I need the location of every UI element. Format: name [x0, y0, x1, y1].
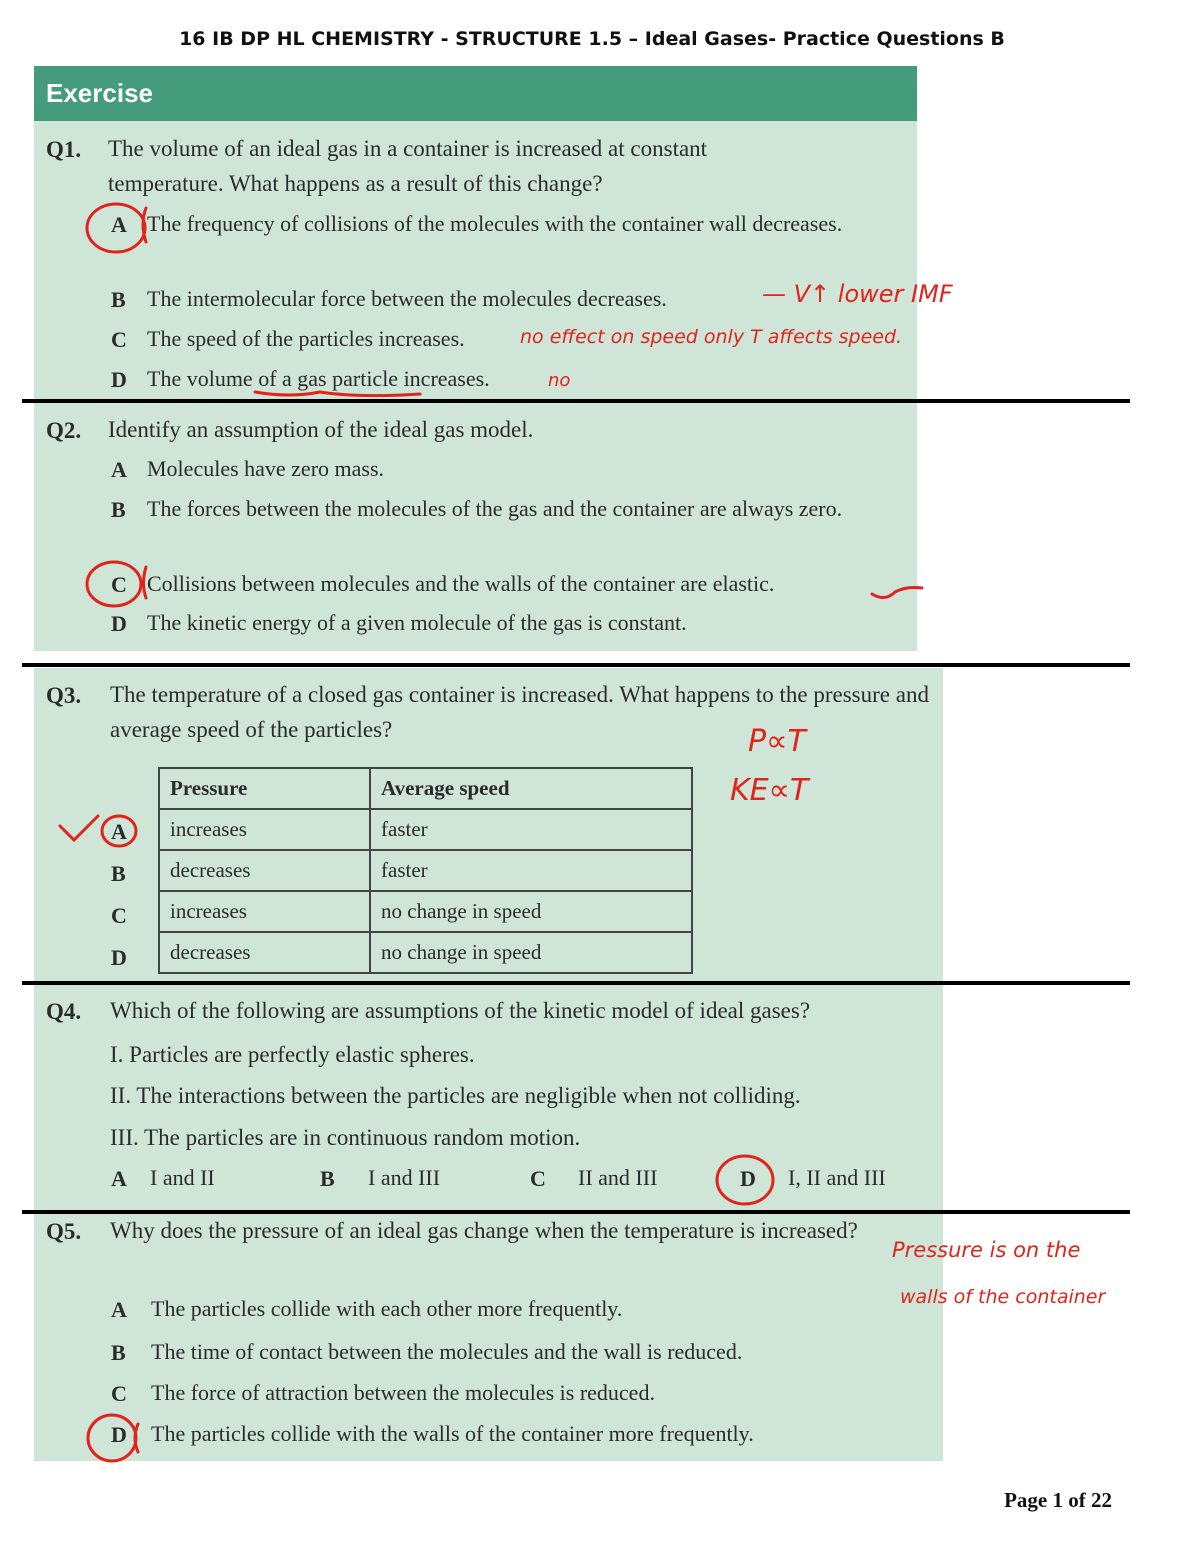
table-row	[159, 932, 692, 973]
annotation-q1-b: — V↑ lower IMF	[762, 280, 953, 308]
annotation-q1-c: no effect on speed only T affects speed.	[520, 326, 903, 348]
table-cell-pressure: decreases	[159, 932, 370, 973]
q4-option-a-text: I and II	[150, 1165, 215, 1190]
q2-option-b-letter: B	[111, 497, 126, 522]
q5-option-c-letter: C	[111, 1381, 127, 1406]
annotation-q1-d: no	[548, 370, 571, 391]
q5-option-d-text: The particles collide with the walls of the container more frequently.	[151, 1421, 754, 1446]
annotation-q5-line1: Pressure is on the	[892, 1238, 1081, 1262]
table-row	[159, 850, 692, 891]
table-cell-speed: no change in speed	[370, 891, 692, 932]
table-cell-speed: faster	[370, 850, 692, 891]
q4-statement-1: I. Particles are perfectly elastic spheres.	[110, 1042, 475, 1067]
q4-number: Q4.	[46, 999, 82, 1024]
q1-number: Q1.	[46, 137, 82, 162]
q3-row-c-letter: C	[111, 903, 127, 928]
q4-option-b-text: I and III	[368, 1165, 441, 1190]
q5-question: Why does the pressure of an ideal gas change when the temperature is increased?	[110, 1218, 858, 1243]
divider-q3-q4	[22, 981, 1130, 985]
q1-option-d-letter: D	[111, 367, 127, 392]
table-row	[159, 891, 692, 932]
q5-option-b-letter: B	[111, 1340, 126, 1365]
q2-option-a-letter: A	[111, 457, 127, 482]
q5-option-a-letter: A	[111, 1297, 127, 1322]
q1-option-b-text: The intermolecular force between the molecules decreases.	[147, 286, 667, 311]
document-title: 16 IB DP HL CHEMISTRY - STRUCTURE 1.5 – Ideal Gases- Practice Questions B	[179, 28, 1005, 50]
q1-option-d-text: The volume of a gas particle increases.	[147, 366, 490, 391]
q4-question: Which of the following are assumptions of the kinetic model of ideal gases?	[110, 998, 811, 1023]
q3-row-d-letter: D	[111, 945, 127, 970]
q4-option-d-text: I, II and III	[788, 1165, 886, 1190]
q2-number: Q2.	[46, 418, 82, 443]
divider-q2-q3	[22, 663, 1130, 667]
q2-option-c-text: Collisions between molecules and the walls of the container are elastic.	[147, 571, 775, 596]
q2-option-d-letter: D	[111, 611, 127, 636]
q4-option-d-letter: D	[740, 1166, 756, 1191]
q4-option-c-letter: C	[530, 1166, 546, 1191]
table-cell-speed: faster	[370, 809, 692, 850]
q2-option-d-text: The kinetic energy of a given molecule of the gas is constant.	[147, 610, 687, 635]
q4-option-a-letter: A	[111, 1166, 127, 1191]
q4-option-b-letter: B	[320, 1166, 335, 1191]
page-number: Page 1 of 22	[1004, 1488, 1112, 1512]
table-cell-pressure: decreases	[159, 850, 370, 891]
q2-question: Identify an assumption of the ideal gas model.	[108, 417, 534, 442]
table-cell-pressure: increases	[159, 809, 370, 850]
table-cell-pressure: increases	[159, 891, 370, 932]
table-cell-speed: no change in speed	[370, 932, 692, 973]
q3-answer-table	[158, 767, 693, 974]
q1-option-c-letter: C	[111, 327, 127, 352]
table-header-speed: Average speed	[370, 768, 692, 809]
q4-statement-2: II. The interactions between the particles are negligible when not colliding.	[110, 1083, 801, 1108]
q1-option-c-text: The speed of the particles increases.	[147, 326, 465, 351]
q3-row-b-letter: B	[111, 861, 126, 886]
annotation-q3-pressure: P∝T	[748, 724, 806, 759]
exercise-header: Exercise	[34, 66, 917, 121]
q1-option-a-text: The frequency of collisions of the molecules with the container wall decreases.	[147, 211, 843, 236]
annotation-q5-line2: walls of the container	[900, 1286, 1106, 1308]
q2-option-a-text: Molecules have zero mass.	[147, 456, 385, 481]
q5-option-c-text: The force of attraction between the molecules is reduced.	[151, 1380, 655, 1405]
q2-option-c-letter: C	[111, 572, 127, 597]
q5-option-d-letter: D	[111, 1422, 127, 1447]
table-header-row	[159, 768, 692, 809]
table-header-pressure: Pressure	[159, 768, 370, 809]
table-row	[159, 809, 692, 850]
q3-question: The temperature of a closed gas container is increased. What happens to the pressure and average speed of the particles?	[110, 682, 929, 742]
annotation-q3-ke: KE∝T	[730, 773, 809, 808]
q4-option-c-text: II and III	[578, 1165, 658, 1190]
q4-statement-3: III. The particles are in continuous random motion.	[110, 1125, 581, 1150]
q5-option-b-text: The time of contact between the molecules and the wall is reduced.	[151, 1339, 743, 1364]
q5-option-a-text: The particles collide with each other more frequently.	[151, 1296, 623, 1321]
q5-number: Q5.	[46, 1219, 82, 1244]
q1-option-b-letter: B	[111, 287, 126, 312]
q1-question: The volume of an ideal gas in a container is increased at constant temperature. What happens as a result of this change?	[108, 136, 708, 196]
q1-option-a-letter: A	[111, 212, 127, 237]
q3-number: Q3.	[46, 683, 82, 708]
divider-q1-q2	[22, 399, 1130, 403]
q3-row-a-letter: A	[111, 819, 127, 844]
q2-option-b-text: The forces between the molecules of the gas and the container are always zero.	[147, 496, 843, 521]
